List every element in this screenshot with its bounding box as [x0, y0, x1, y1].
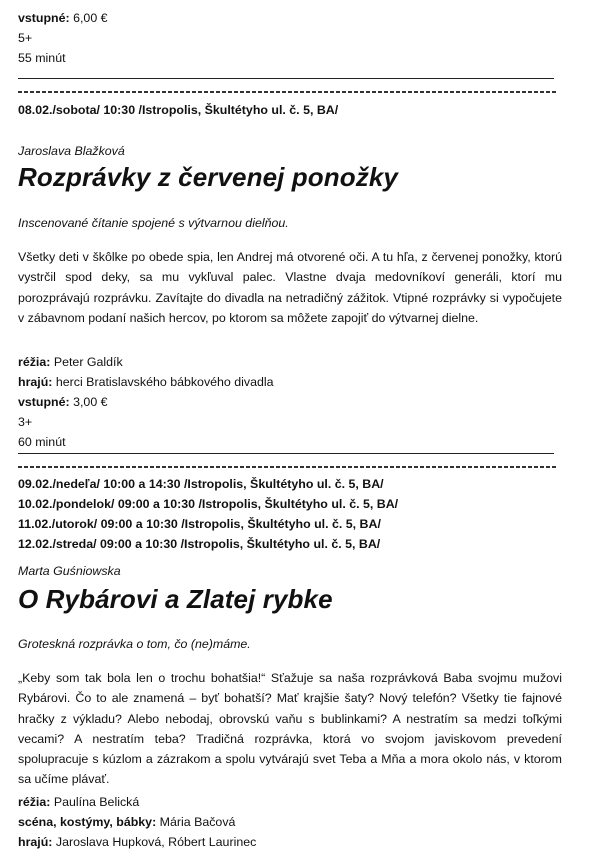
dashed-separator [18, 466, 556, 468]
credit-label: vstupné: [18, 395, 70, 409]
event2-credits [18, 792, 256, 852]
duration: 55 minút [18, 51, 66, 65]
entry-line [18, 8, 108, 28]
credit-label: réžia: [18, 795, 51, 809]
credit-line [18, 352, 274, 372]
duration: 60 minút [18, 435, 66, 449]
entry-value: 6,00 € [73, 11, 108, 25]
credit-label: hrajú: [18, 835, 53, 849]
credit-value: Jaroslava Hupková, Róbert Laurinec [55, 835, 257, 849]
event1-description: Všetky deti v škôlke po obede spia, len Andrej má otvorené oči. A tu hľa, z červenej ponožky, ktorú vystrčil spod deky, sa mu vykľuval palec. Vlastne dvaja medovníkoví generáli, ktorí mu porozprávajú rozprávku. Zavítajte do divadla na netradičný zážitok. Vtipné rozprávky si vypočujete v zábavnom podaní našich hercov, po ktorom sa môžete zapojiť do výtvarnej dielne. [18, 250, 562, 325]
credit-value: Mária Bačová [159, 815, 236, 829]
solid-separator [18, 453, 554, 454]
solid-separator [18, 78, 554, 79]
event2-schedule [18, 474, 398, 554]
age-rating: 5+ [18, 31, 33, 45]
credit-label: scéna, kostýmy, bábky: [18, 815, 157, 829]
event1-title: Rozprávky z červenej ponožky [18, 162, 398, 192]
credit-line [18, 392, 274, 412]
previous-event-info [18, 8, 108, 68]
dashed-separator [18, 91, 556, 93]
credit-line [18, 812, 256, 832]
event2-title: O Rybárovi a Zlatej rybke [18, 584, 333, 614]
schedule-line: 10.02./pondelok/ 09:00 a 10:30 /Istropolis, Škultétyho ul. č. 5, BA/ [18, 497, 399, 511]
age-rating: 3+ [18, 415, 33, 429]
credit-line [18, 792, 256, 812]
credit-value: 3,00 € [73, 395, 108, 409]
event1-credits [18, 352, 274, 452]
event1-author: Jaroslava Blažková [18, 144, 125, 158]
event2-author: Marta Guśniowska [18, 564, 121, 578]
credit-line [18, 832, 256, 852]
entry-label: vstupné: [18, 11, 70, 25]
schedule-line: 08.02./sobota/ 10:30 /Istropolis, Škultétyho ul. č. 5, BA/ [18, 103, 339, 117]
credit-value: Paulína Belická [53, 795, 140, 809]
credit-value: Peter Galdík [53, 355, 123, 369]
schedule-line: 12.02./streda/ 09:00 a 10:30 /Istropolis, Škultétyho ul. č. 5, BA/ [18, 537, 381, 551]
schedule-line: 11.02./utorok/ 09:00 a 10:30 /Istropolis, Škultétyho ul. č. 5, BA/ [18, 517, 381, 531]
credit-value: herci Bratislavského bábkového divadla [55, 375, 274, 389]
event1-schedule [18, 100, 338, 120]
credit-label: réžia: [18, 355, 51, 369]
event2-description: „Keby som tak bola len o trochu bohatšia!“ Sťažuje sa naša rozprávková Baba svojmu mužovi Rybárovi. Čo to ale znamená – byť bohatší? Mať krajšie šaty? Nový telefón? Všetky tie fajnové hračky z výkladu? Alebo nebodaj, obrovskú vaňu s bublinkami? A nestratím sa medzi toľkými vecami? A nestratím teba? Tradičná rozprávka, ktorá vo svojom javiskovom prevedení spolupracuje s kúzlom a zázrakom a spolu vytvárajú svet Teba a Mňa a mora okolo nás, v ktorom sa učíme plávať. [18, 671, 562, 787]
credit-label: hrajú: [18, 375, 53, 389]
event2-subtitle: Groteskná rozprávka o tom, čo (ne)máme. [18, 637, 251, 651]
schedule-line: 09.02./nedeľa/ 10:00 a 14:30 /Istropolis, Škultétyho ul. č. 5, BA/ [18, 477, 384, 491]
credit-line [18, 372, 274, 392]
event1-subtitle: Inscenované čítanie spojené s výtvarnou dielňou. [18, 216, 289, 230]
